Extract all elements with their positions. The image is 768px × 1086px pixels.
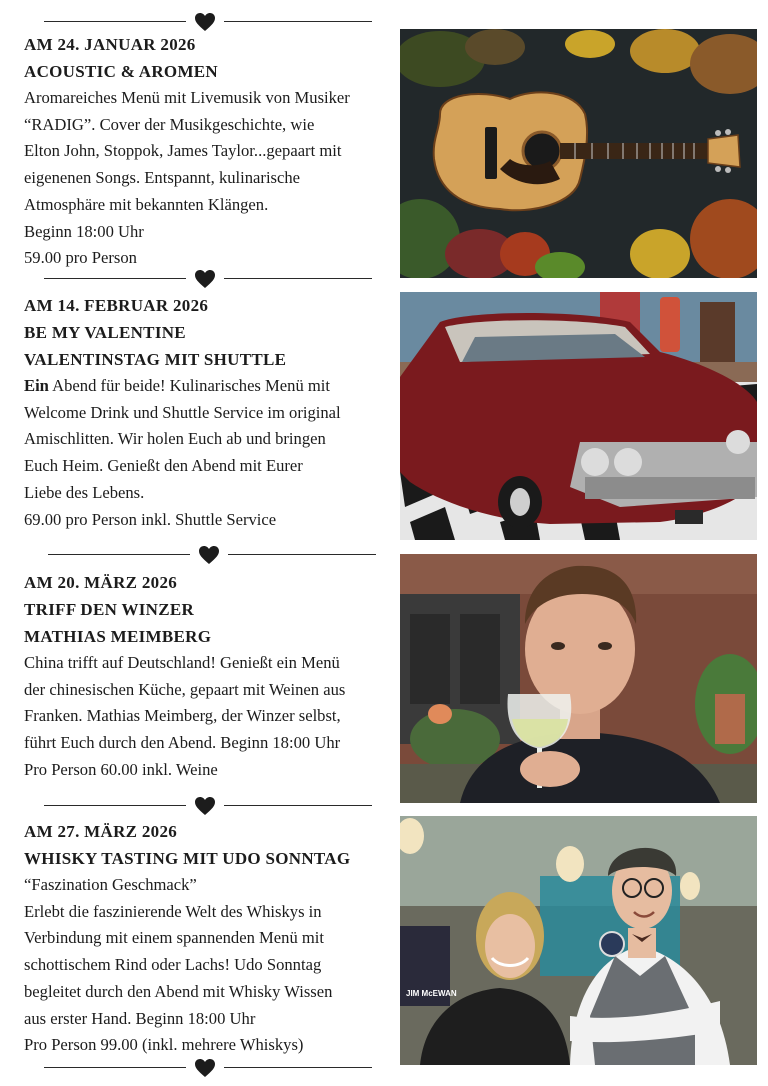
event-date: AM 14. FEBRUAR 2026: [24, 296, 209, 315]
event-subtitle: MATHIAS MEIMBERG: [24, 627, 212, 646]
event-date: AM 20. MÄRZ 2026: [24, 573, 178, 592]
description-line: Euch Heim. Genießt den Abend mit Eurer: [24, 456, 303, 476]
event-winzer: [24, 569, 396, 784]
heart-icon: [194, 12, 216, 32]
event-price: 59.00 pro Person: [24, 248, 137, 268]
event-description: [24, 85, 396, 272]
description-line: begleitet durch den Abend mit Whisky Wissen: [24, 981, 333, 1001]
event-price: Pro Person 99.00 (inkl. mehrere Whiskys): [24, 1035, 304, 1055]
heart-icon: [198, 545, 220, 565]
event-price: Pro Person 60.00 inkl. Weine: [24, 759, 218, 779]
description-line: Verbindung mit einem spannenden Menü mit: [24, 928, 325, 948]
event-title: TRIFF DEN WINZER: [24, 600, 195, 619]
event-date: AM 27. MÄRZ 2026: [24, 822, 178, 841]
description-line: “RADIG”. Cover der Musikgeschichte, wie: [24, 114, 315, 134]
description-line: führt Euch durch den Abend. Beginn 18:00 Uhr: [24, 733, 341, 753]
photo-guitar-spices: [400, 29, 757, 278]
event-description: [24, 373, 396, 533]
event-date: AM 24. JANUAR 2026: [24, 35, 196, 54]
event-valentine: [24, 292, 396, 533]
event-tagline: “Faszination Geschmack”: [24, 875, 197, 894]
heart-icon: [194, 796, 216, 816]
description-line: eigenenen Songs. Entspannt, kulinarische: [24, 168, 301, 188]
event-acoustic-aromen: [24, 31, 396, 272]
poster-text: JIM McEWAN: [406, 989, 457, 998]
description-line: Amischlitten. Wir holen Euch ab und bringen: [24, 429, 326, 449]
photo-whisky-hosts: [400, 816, 757, 1065]
event-subtitle: VALENTINSTAG MIT SHUTTLE: [24, 350, 287, 369]
event-description: [24, 872, 396, 1059]
photo-red-classic-car: [400, 292, 757, 540]
description-line: Franken. Mathias Meimberg, der Winzer selbst,: [24, 706, 341, 726]
heart-icon: [194, 269, 216, 289]
photo-winemaker: [400, 554, 757, 803]
event-title: ACOUSTIC & AROMEN: [24, 62, 219, 81]
event-title: WHISKY TASTING MIT UDO SONNTAG: [24, 849, 351, 868]
divider-3: [48, 545, 376, 565]
lead-bold-word: Ein: [24, 376, 49, 395]
event-start-time: Beginn 18:00 Uhr: [24, 221, 144, 241]
divider-4: [44, 796, 372, 816]
event-whisky-tasting: [24, 818, 396, 1059]
description-line: der chinesischen Küche, gepaart mit Weinen aus: [24, 679, 346, 699]
event-price: 69.00 pro Person inkl. Shuttle Service: [24, 509, 277, 529]
heart-icon: [194, 1058, 216, 1078]
description-line: Aromareiches Menü mit Livemusik von Musiker: [24, 88, 350, 107]
description-line: Atmosphäre mit bekannten Klängen.: [24, 194, 269, 214]
divider-top: [44, 12, 372, 32]
description-line: Welcome Drink und Shuttle Service im original: [24, 402, 341, 422]
description-line: Liebe des Lebens.: [24, 482, 145, 502]
description-line: schottischem Rind oder Lachs! Udo Sonntag: [24, 955, 322, 975]
description-line: Erlebt die faszinierende Welt des Whiskys in: [24, 901, 322, 921]
event-description: [24, 650, 396, 784]
description-line: Elton John, Stoppok, James Taylor...gepaart mit: [24, 141, 342, 161]
description-text: Abend für beide! Kulinarisches Menü mit: [48, 376, 331, 395]
description-line: aus erster Hand. Beginn 18:00 Uhr: [24, 1008, 256, 1028]
divider-2: [44, 269, 372, 289]
event-title: BE MY VALENTINE: [24, 323, 186, 342]
description-line: China trifft auf Deutschland! Genießt ein Menü: [24, 653, 340, 672]
description-line: [24, 373, 396, 400]
divider-bottom: [44, 1058, 372, 1078]
